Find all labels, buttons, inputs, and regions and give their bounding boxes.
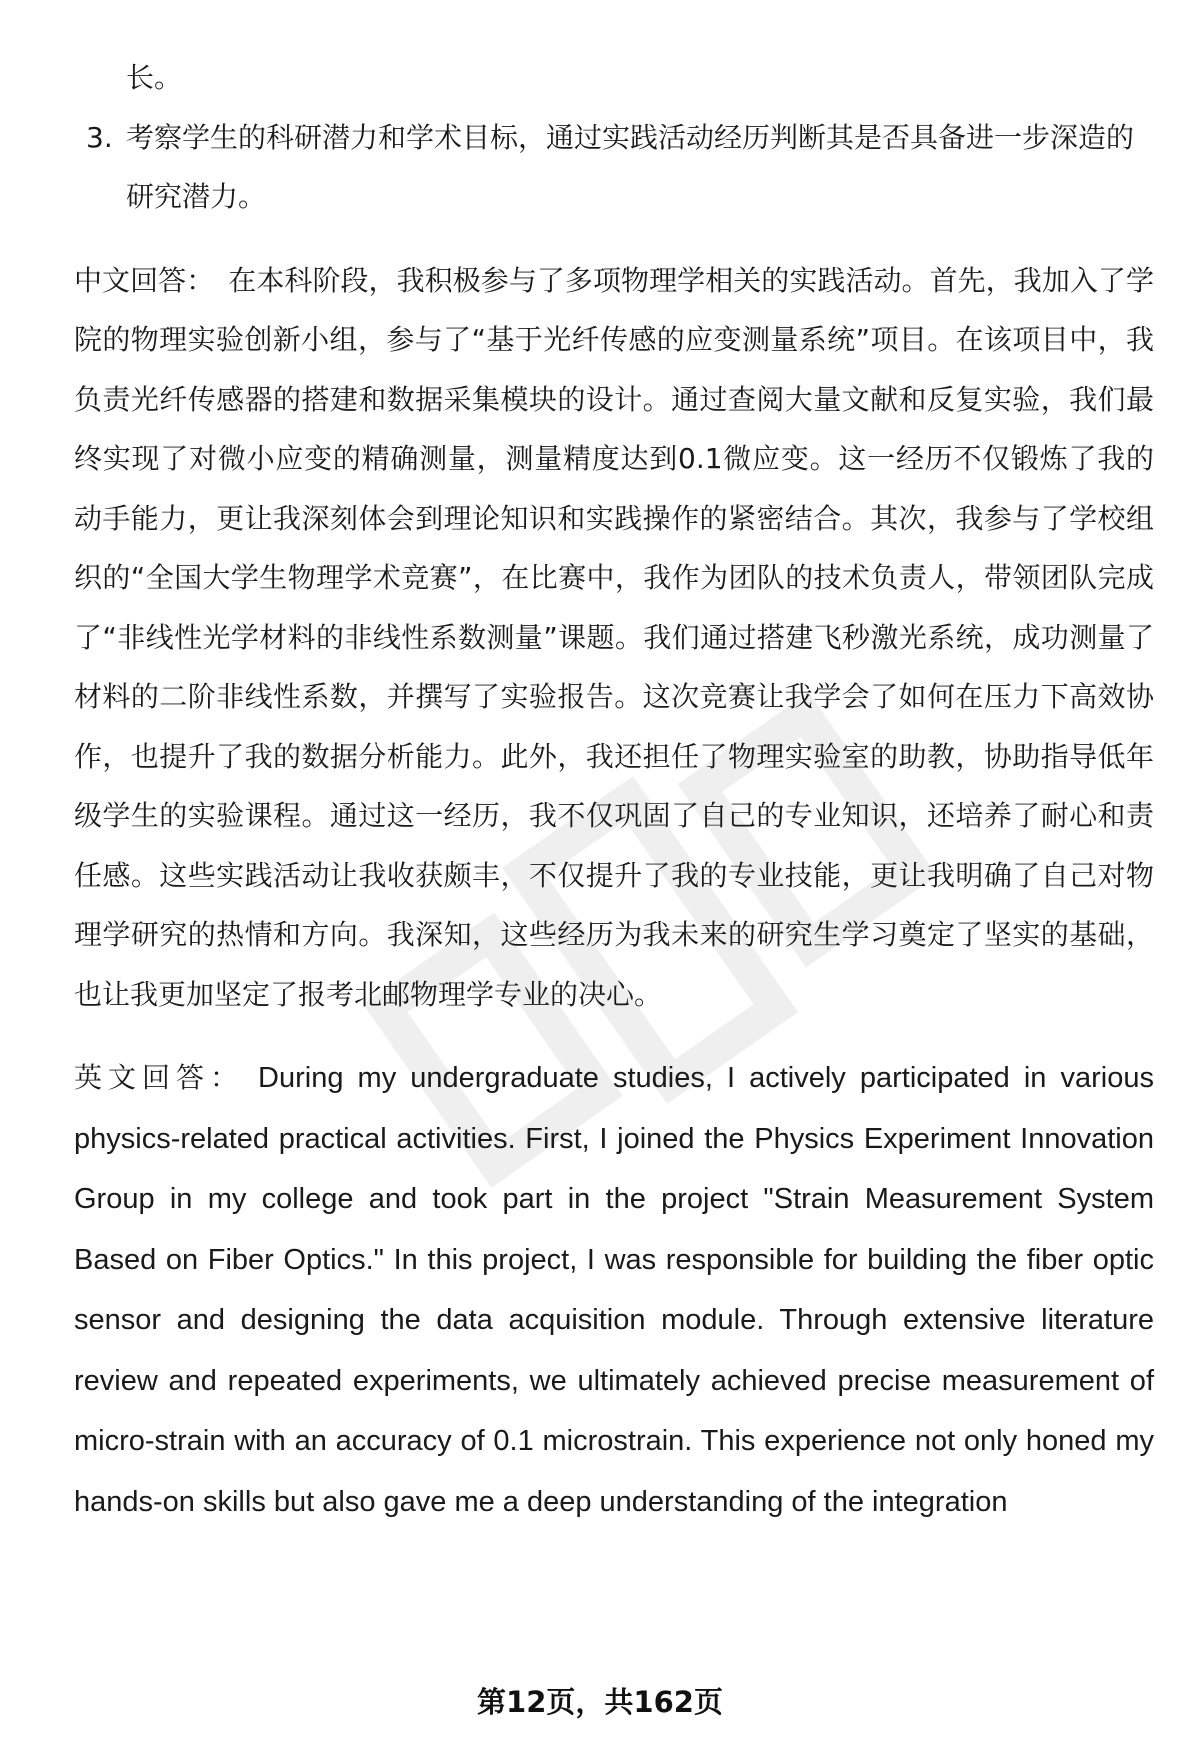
chinese-answer-text: 在本科阶段，我积极参与了多项物理学相关的实践活动。首先，我加入了学院的物理实验创新小组，参与了“基于光纤传感的应变测量系统”项目。在该项目中，我负责光纤传感器的搭建和数据采集模块的设计。通过查阅大量文献和反复实验，我们最终实现了对微小应变的精确测量，测量精度达到0.1微应变。这一经历不仅锻炼了我的动手能力，更让我深刻体会到理论知识和实践操作的紧密结合。其次，我参与了学校组织的“全国大学生物理学术竞赛”，在比赛中，我作为团队的技术负责人，带领团队完成了“非线性光学材料的非线性系数测量”课题。我们通过搭建飞秒激光系统，成功测量了材料的二阶非线性系数，并撰写了实验报告。这次竞赛让我学会了如何在压力下高效协作，也提升了我的数据分析能力。此外，我还担任了物理实验室的助教，协助指导低年级学生的实验课程。通过这一经历，我不仅巩固了自己的专业知识，还培养了耐心和责任感。这些实践活动让我收获颇丰，不仅提升了我的专业技能，更让我明确了自己对物理学研究的热情和方向。我深知，这些经历为我未来的研究生学习奠定了坚实的基础，也让我更加坚定了报考北邮物理学专业的决心。 (74, 263, 1154, 1011)
list-item-text: 考察学生的科研潜力和学术目标，通过实践活动经历判断其是否具备进一步深造的研究潜力。 (126, 120, 1135, 213)
chinese-answer-label: 中文回答： (74, 263, 215, 297)
chinese-answer-paragraph (74, 251, 1154, 1025)
list-item-3 (74, 108, 1154, 227)
english-answer-text: During my undergraduate studies, I actively participated in various physics-related practical activities. First, I joined the Physics Experiment Innovation Group in my college and took part in the project "Strain Measurement System Based on Fiber Optics." In this project, I was responsible for building the fiber optic sensor and designing the data acquisition module. Through extensive literature review and repeated experiments, we ultimately achieved precise measurement of micro-strain with an accuracy of 0.1 microstrain. This experience not only honed my hands-on skills but also gave me a deep understanding of the integration (74, 1062, 1154, 1518)
page-number-footer: 第12页，共162页 (477, 1685, 723, 1719)
continuation-text: 长。 (126, 61, 183, 94)
english-answer-label: 英文回答： (74, 1061, 245, 1094)
document-body (74, 48, 1154, 1532)
list-number: 3. (86, 120, 113, 154)
english-answer-paragraph (74, 1048, 1154, 1532)
